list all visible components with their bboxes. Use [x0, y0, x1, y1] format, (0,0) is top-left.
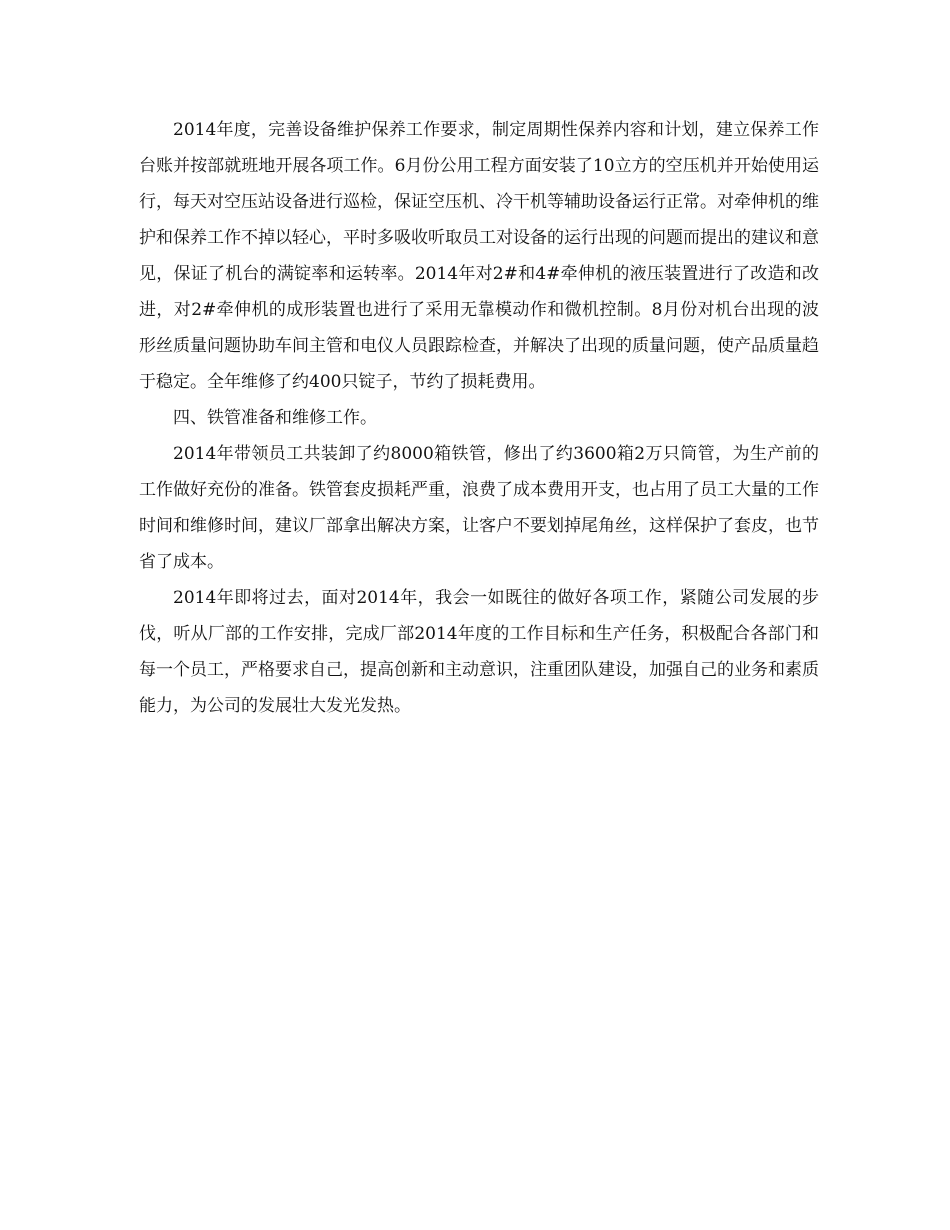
document-body: [139, 112, 819, 724]
paragraph-equipment-maintenance: 2014年度，完善设备维护保养工作要求，制定周期性保养内容和计划，建立保养工作台账并按部就班地开展各项工作。6月份公用工程方面安装了10立方的空压机并开始使用运行，每天对空压站设备进行巡检，保证空压机、冷干机等辅助设备运行正常。对牵伸机的维护和保养工作不掉以轻心，平时多吸收听取员工对设备的运行出现的问题而提出的建议和意见，保证了机台的满锭率和运转率。2014年对2#和4#牵伸机的液压装置进行了改造和改进，对2#牵伸机的成形装置也进行了采用无靠模动作和微机控制。8月份对机台出现的波形丝质量问题协助车间主管和电仪人员跟踪检查，并解决了出现的质量问题，使产品质量趋于稳定。全年维修了约400只锭子，节约了损耗费用。: [139, 120, 819, 392]
paragraph-pipe-maintenance: 2014年带领员工共装卸了约8000箱铁管，修出了约3600箱2万只筒管，为生产前的工作做好充份的准备。铁管套皮损耗严重，浪费了成本费用开支，也占用了员工大量的工作时间和维修时间，建议厂部拿出解决方案，让客户不要划掉尾角丝，这样保护了套皮，也节省了成本。: [139, 444, 819, 572]
paragraph-closing-plan: 2014年即将过去，面对2014年，我会一如既往的做好各项工作，紧随公司发展的步伐，听从厂部的工作安排，完成厂部2014年度的工作目标和生产任务，积极配合各部门和每一个员工，严格要求自己，提高创新和主动意识，注重团队建设，加强自己的业务和素质能力，为公司的发展壮大发光发热。: [139, 588, 819, 716]
section-heading-pipe-maintenance: 四、铁管准备和维修工作。: [173, 408, 377, 428]
